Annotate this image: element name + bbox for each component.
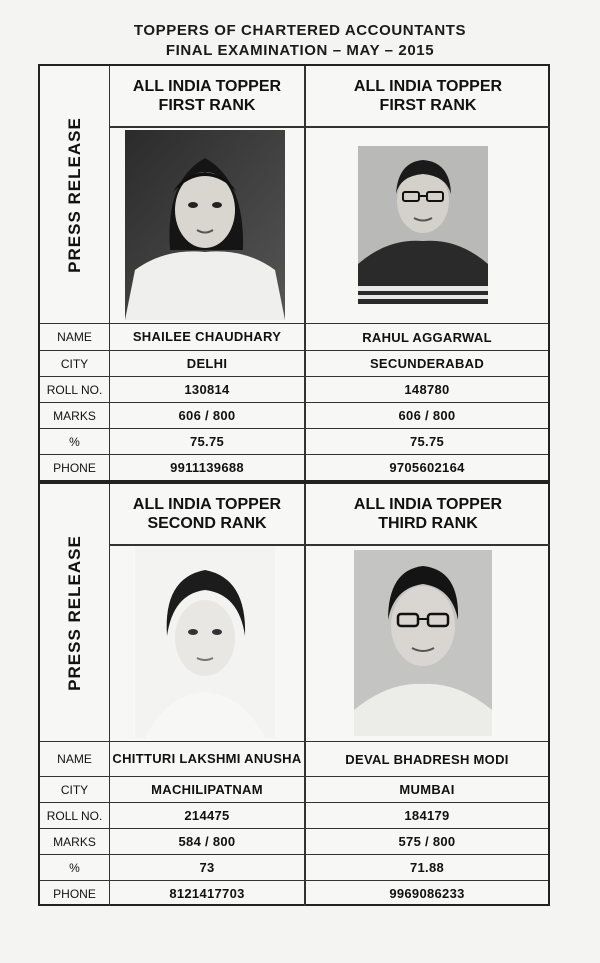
field-label: NAME [40, 324, 110, 350]
rank-heading [306, 484, 550, 546]
table-row [40, 802, 548, 828]
phone-value: 9705602164 [389, 460, 465, 475]
marks-value: 606 / 800 [110, 403, 306, 428]
percent-value: 75.75 [110, 429, 306, 454]
field-label: NAME [40, 742, 110, 776]
field-label: CITY [40, 351, 110, 376]
topper-photo [125, 130, 285, 320]
topper-card-4 [306, 484, 550, 741]
percent-value: 75.75 [409, 434, 445, 449]
table-row [40, 376, 548, 402]
table-row [40, 776, 548, 802]
table-row [40, 828, 548, 854]
rank-heading [110, 66, 304, 128]
press-release-label-cell [40, 66, 110, 323]
city-value: SECUNDERABAD [369, 356, 485, 371]
roll-value: 130814 [110, 377, 306, 402]
topper-card-2 [306, 66, 550, 323]
press-release-label: PRESS RELEASE [64, 116, 84, 273]
table-row [40, 880, 548, 906]
name-value: CHITTURI LAKSHMI ANUSHA [110, 742, 306, 776]
rank-label: THIRD RANK [378, 515, 478, 532]
topper-photo [354, 550, 492, 736]
marks-value: 606 / 800 [398, 408, 456, 423]
document-title: TOPPERS OF CHARTERED ACCOUNTANTS [133, 22, 467, 39]
name-value: SHAILEE CHAUDHARY [110, 324, 306, 350]
topper-photo [135, 546, 275, 738]
name-value: DEVAL BHADRESH MODI [345, 751, 509, 767]
field-label: MARKS [40, 403, 110, 428]
table-row [40, 741, 548, 776]
city-value: MACHILIPATNAM [110, 777, 306, 802]
field-label: PHONE [40, 455, 110, 480]
percent-value: 71.88 [409, 860, 445, 875]
percent-value: 73 [110, 855, 306, 880]
field-label: ROLL NO. [40, 803, 110, 828]
rank-label: SECOND RANK [147, 515, 267, 532]
table-row [40, 350, 548, 376]
marks-value: 584 / 800 [110, 829, 306, 854]
field-label: PHONE [40, 881, 110, 906]
rank-label: FIRST RANK [379, 97, 477, 114]
roll-value: 148780 [404, 382, 450, 397]
table-row [40, 854, 548, 880]
table-row [40, 323, 548, 350]
field-label: % [40, 429, 110, 454]
document-subtitle: FINAL EXAMINATION – MAY – 2015 [165, 42, 435, 59]
rank-heading [110, 484, 304, 546]
roll-value: 184179 [404, 808, 450, 823]
phone-value: 9911139688 [110, 455, 306, 480]
topper-photo [358, 146, 488, 304]
topper-card-1 [110, 66, 306, 323]
table-row [40, 428, 548, 454]
phone-value: 8121417703 [110, 881, 306, 906]
table-row [40, 454, 548, 480]
city-value: MUMBAI [399, 782, 455, 797]
field-label: ROLL NO. [40, 377, 110, 402]
field-label: CITY [40, 777, 110, 802]
topper-card-3 [110, 484, 306, 741]
rank-label: FIRST RANK [158, 97, 256, 114]
rank-title: ALL INDIA TOPPER [132, 496, 282, 513]
rank-title: ALL INDIA TOPPER [353, 496, 503, 513]
marks-value: 575 / 800 [398, 834, 456, 849]
toppers-block-1 [38, 64, 550, 482]
rank-title: ALL INDIA TOPPER [353, 78, 503, 95]
toppers-block-2 [38, 482, 550, 906]
field-label: % [40, 855, 110, 880]
rank-title: ALL INDIA TOPPER [132, 78, 282, 95]
field-label: MARKS [40, 829, 110, 854]
roll-value: 214475 [110, 803, 306, 828]
rank-heading [306, 66, 550, 128]
city-value: DELHI [110, 351, 306, 376]
press-release-label-cell [40, 484, 110, 741]
phone-value: 9969086233 [389, 886, 465, 901]
press-release-label: PRESS RELEASE [64, 534, 84, 691]
name-value: RAHUL AGGARWAL [362, 329, 492, 345]
table-row [40, 402, 548, 428]
